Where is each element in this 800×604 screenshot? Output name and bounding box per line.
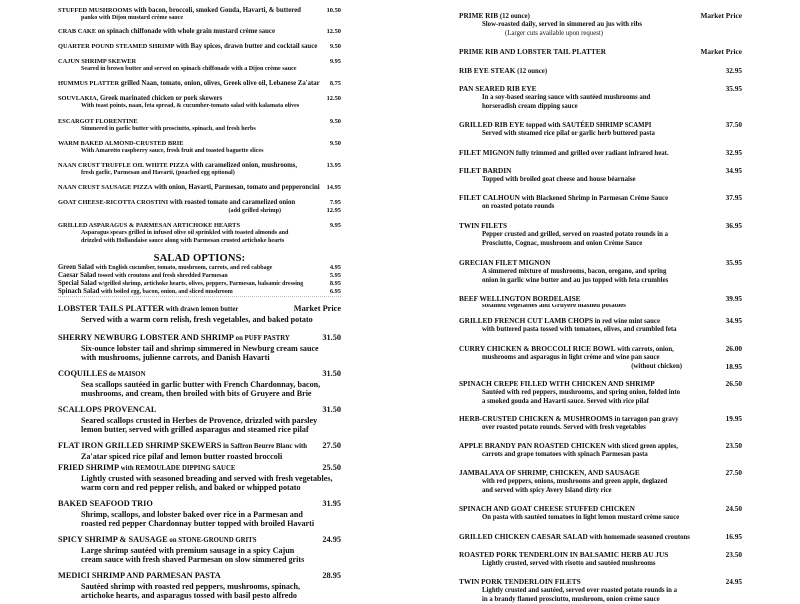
item-price: 16.95 (725, 532, 742, 541)
item-name: FLAT IRON GRILLED SHRIMP SKEWERS (58, 441, 222, 450)
item-name: BAKED SEAFOOD TRIO (58, 499, 153, 508)
item-description: mushrooms, and cream, then broiled with bits of Gruyere and Brie (81, 389, 312, 399)
item-price: 12.50 (326, 28, 341, 35)
item-price: 35.95 (725, 84, 742, 93)
item-name: GRILLED FRENCH CUT LAMB CHOPS (459, 316, 594, 325)
item-name: FRIED SHRIMP (58, 463, 120, 472)
menu-item (459, 414, 742, 433)
item-price: 14.95 (326, 184, 341, 191)
menu-item (459, 468, 742, 495)
item-detail: with drawn lemon butter (164, 306, 239, 313)
item-price: 31.95 (322, 499, 341, 508)
item-addon (459, 363, 742, 372)
item-description: Sautéed shrimp with roasted red peppers, mushrooms, spinach, (81, 582, 301, 591)
item-detail: with Blackened Shrimp in Parmesan Crème Sauce (519, 195, 669, 202)
item-description: steamed vegetables and Gruyere mashed potatoes (482, 304, 626, 309)
menu-item (459, 148, 742, 158)
menu-item (459, 66, 742, 76)
item-name: GOAT CHEESE-RICOTTA CROSTINI (58, 199, 169, 206)
item-name: FILET BARDIN (459, 166, 512, 175)
item-detail: Greek marinated chicken or pork skewers (98, 95, 223, 102)
item-price: 31.50 (322, 333, 341, 342)
item-description: warm corn and red pepper relish, and baked or whipped potato (81, 483, 301, 493)
menu-item (58, 28, 341, 36)
item-description: Shrimp, scallops, and lobster baked over rice in a Parmesan and (81, 510, 303, 519)
item-description: horseradish cream dipping sauce (482, 102, 578, 110)
item-description: a smoked gouda and Havarti sauce. Served with rice pilaf (482, 397, 649, 405)
menu-item (58, 304, 341, 324)
item-price: 12.50 (326, 95, 341, 102)
item-price: 26.50 (725, 379, 742, 388)
item-name: SHERRY NEWBURG LOBSTER AND SHRIMP (58, 333, 234, 342)
menu-item (459, 344, 742, 372)
item-price: 19.95 (725, 414, 742, 423)
item-price: 24.95 (322, 535, 341, 544)
menu-item (58, 571, 341, 600)
item-detail: grilled Naan, tomato, onion, olives, Greek olive oil, Lebanese Za'atar (119, 80, 320, 87)
item-description: A simmered mixture of mushrooms, bacon, oregano, and spring (482, 268, 667, 275)
item-description: carrots and grape tomatoes with spinach Parmesan pasta (482, 451, 648, 458)
item-detail: fully trimmed and grilled over radiant infrared heat. (514, 150, 669, 157)
item-name: APPLE BRANDY PAN ROASTED CHICKEN (459, 441, 606, 450)
menu-item (58, 162, 341, 178)
menu-item (58, 463, 341, 492)
menu-item (58, 184, 341, 192)
item-name: GRILLED ASPARAGUS & PARMESAN ARTICHOKE HEARTS (58, 222, 241, 229)
item-price: 26.00 (725, 344, 742, 353)
item-detail: on spinach chiffonade with whole grain mustard crème sauce (96, 28, 275, 35)
item-name: HUMMUS PLATTER (58, 80, 120, 87)
menu-item (459, 120, 742, 139)
menu-item (459, 47, 742, 57)
item-description: On pasta with sautéed tomatoes in light lemon mustard crème sauce (482, 514, 680, 521)
menu-item (58, 118, 341, 134)
item-price: 39.95 (725, 294, 742, 303)
item-name: GRILLED RIB EYE (459, 120, 525, 129)
item-detail: with carrots, onion, (615, 346, 674, 353)
item-description: Seared in brown butter and served on spinach chiffonade with a Dijon crème sauce (81, 66, 297, 72)
item-detail: (12 ounce) (498, 13, 530, 20)
item-name: SPINACH AND GOAT CHEESE STUFFED CHICKEN (459, 504, 635, 513)
item-price: 31.50 (322, 369, 341, 378)
item-price: Market Price (700, 47, 742, 56)
item-price: Market Price (293, 304, 341, 313)
menu-item (58, 441, 341, 461)
item-name: STUFFED MUSHROOMS (58, 7, 133, 14)
item-price: 9.50 (329, 118, 341, 125)
item-description: Simmered in garlic butter with prosciutto, spinach, and fresh herbs (81, 126, 256, 132)
menu-item (58, 43, 341, 51)
item-description: With toast points, naan, feta spread, & cucumber-tomato salad with kalamata olives (81, 103, 300, 109)
item-name: FILET CALHOUN (459, 193, 520, 202)
addon-price: 18.95 (725, 361, 742, 371)
menu-item (58, 405, 341, 434)
menu-item (58, 7, 341, 23)
menu-item (459, 532, 742, 542)
item-description: Served with a warm corn relish, fresh vegetables, and baked potato (81, 315, 313, 324)
item-name: HERB-CRUSTED CHICKEN & MUSHROOMS (459, 414, 613, 423)
item-description: with buttered pasta tossed with tomatoes, olives, and crumbled feta (482, 326, 677, 333)
item-detail: with caramelized onion, mushrooms, (188, 162, 298, 169)
item-description: Lightly crusted with seasoned breading and served with fresh vegetables, (81, 474, 333, 483)
item-name: CAJUN SHRIMP SKEWER (58, 58, 137, 65)
menu-item (459, 504, 742, 523)
item-name: NAAN CRUST TRUFFLE OIL WHITE PIZZA (58, 162, 189, 169)
addon-label: (without chicken) (631, 362, 682, 370)
salad-desc: tossed with croutons and fresh shredded Parmesan (96, 273, 228, 279)
item-name: CRAB CAKE (58, 28, 97, 35)
item-description: on roasted potato rounds (482, 203, 555, 210)
item-detail: de MAISON (107, 371, 146, 378)
item-detail: topped with SAUTÉED SHRIMP SCAMPI (524, 122, 652, 129)
item-name: GRILLED CHICKEN CAESAR SALAD (459, 532, 588, 541)
item-description: Pepper crusted and grilled, served on roasted potato rounds in a (482, 231, 668, 238)
menu-item (58, 499, 341, 528)
menu-item (459, 11, 742, 38)
menu-item (58, 535, 341, 564)
item-price: 27.50 (322, 441, 341, 450)
item-description: with mushrooms, julienne carrots, and Danish Havarti (81, 353, 270, 363)
item-price: 24.50 (725, 504, 742, 513)
menu-item (459, 550, 742, 569)
menu-item (58, 80, 341, 88)
salad-item (58, 264, 341, 272)
salad-price: 8.95 (329, 280, 341, 287)
salad-name: Spinach Salad (58, 288, 100, 295)
menu-item (459, 379, 742, 406)
item-description: Prosciutto, Cognac, mushroom and onion Crème Sauce (482, 239, 643, 247)
item-description: Served with steamed rice pilaf or garlic herb buttered pasta (482, 130, 655, 137)
item-name: LOBSTER TAILS PLATTER (58, 304, 165, 313)
item-description: fresh garlic, Parmesan and Havarti, (poached egg optional) (81, 170, 235, 176)
item-detail: with onion, Havarti, Parmesan, tomato and pepperoncini (152, 184, 320, 191)
item-price: 28.95 (322, 571, 341, 580)
item-detail: on PUFF PASTRY (233, 335, 290, 342)
item-price: 9.50 (329, 43, 341, 50)
item-detail: with roasted tomato and caramelized onion (168, 199, 296, 206)
item-name: QUARTER POUND STEAMED SHRIMP (58, 43, 175, 50)
item-price: 37.50 (725, 120, 742, 129)
item-note: (Larger cuts available upon request) (505, 29, 604, 37)
menu-item (459, 294, 742, 309)
item-name: RIB EYE STEAK (459, 66, 516, 75)
item-description: with red peppers, onions, mushrooms and green apple, deglazed (482, 478, 668, 485)
item-name: CURRY CHICKEN & BROCCOLI RICE BOWL (459, 344, 616, 353)
menu-item (459, 84, 742, 111)
item-description: onion in garlic wine butter and au jus topped with feta crumbles (482, 276, 669, 284)
item-price: 32.95 (725, 148, 742, 157)
item-description: Topped with broiled goat cheese and house béarnaise (482, 176, 636, 183)
item-name: SOUVLAKIA, (58, 95, 99, 102)
item-price: 9.95 (329, 222, 341, 229)
item-name: ESCARGOT FLORENTINE (58, 118, 138, 125)
salad-list (58, 264, 341, 300)
salad-price: 5.95 (329, 272, 341, 279)
item-description: Lightly crusted and sautéed, served over roasted potato rounds in a (482, 587, 678, 594)
item-price: 9.95 (329, 58, 341, 65)
item-description: panko with Dijon mustard crème sauce (81, 15, 184, 21)
menu-item (459, 441, 742, 460)
item-detail: with REMOULADE DIPPING SAUCE (119, 465, 236, 472)
item-detail: with homemade seasoned croutons (587, 534, 690, 541)
item-price: 25.50 (322, 463, 341, 472)
item-name: SPICY SHRIMP & SAUSAGE (58, 535, 168, 544)
salad-item (58, 288, 341, 296)
item-name: JAMBALAYA OF SHRIMP, CHICKEN, AND SAUSAGE (459, 468, 640, 477)
item-name: GRECIAN FILET MIGNON (459, 258, 551, 267)
item-price: 8.75 (329, 80, 341, 87)
menu-item (58, 58, 341, 74)
menu-item (58, 369, 341, 398)
item-detail: in red wine mint sauce (593, 318, 660, 325)
item-name: PRIME RIB (459, 11, 499, 20)
addon-label: (add grilled shrimp) (228, 208, 281, 214)
item-name: PRIME RIB AND LOBSTER TAIL PLATTER (459, 47, 606, 56)
item-detail: in tarragon pan gravy (612, 416, 679, 423)
menu-item (459, 258, 742, 285)
item-price: Market Price (700, 11, 742, 20)
item-price: 13.95 (326, 162, 341, 169)
item-name: TWIN FILETS (459, 221, 508, 230)
item-name: WARM BAKED ALMOND-CRUSTED BRIE (58, 140, 184, 147)
item-description: and served with spicy Avery Island dirty rice (482, 486, 612, 494)
item-price: 27.50 (725, 468, 742, 477)
item-price: 35.95 (725, 258, 742, 267)
item-price: 37.95 (725, 193, 742, 202)
item-description: artichoke hearts, and asparagus tossed with basil pesto alfredo (81, 591, 297, 601)
menu-item (459, 221, 742, 248)
item-detail: with Bay spices, drawn butter and cocktail sauce (174, 43, 318, 50)
item-description: Six-ounce lobster tail and shrimp simmered in Newburg cream sauce (81, 344, 319, 353)
salad-price: 4.95 (329, 264, 341, 271)
salad-desc: w/grilled shrimp, artichoke hearts, olives, peppers, Parmesan, balsamic dressing (96, 281, 304, 287)
item-description: roasted red pepper Chardonnay butter topped with broiled Havarti (81, 519, 315, 529)
item-price: 34.95 (725, 166, 742, 175)
item-price: 23.50 (725, 550, 742, 559)
item-description: Asparagus spears grilled in infused olive oil sprinkled with toasted almonds and (81, 230, 289, 236)
item-name: MEDICI SHRIMP AND PARMESAN PASTA (58, 571, 221, 580)
item-description: Large shrimp sautéed with premium sausage in a spicy Cajun (81, 546, 295, 555)
item-price: 10.50 (326, 7, 341, 14)
salad-name: Special Salad (58, 280, 97, 287)
item-detail: with sliced green apples, (605, 443, 678, 450)
item-description: over roasted potato rounds. Served with fresh vegetables (482, 424, 646, 431)
item-name: COQUILLES (58, 369, 108, 378)
menu-item (58, 95, 341, 111)
salad-desc: with English cucumber, tomato, mushroom, carrots, and red cabbage (93, 265, 273, 271)
item-description: cream sauce with fresh shaved Parmesan on slow simmered grits (81, 555, 305, 565)
menu-item (459, 316, 742, 335)
item-name: TWIN PORK TENDERLOIN FILETS (459, 577, 581, 586)
item-description: in a brandy flamed prosciutto, mushroom, onion crème sauce (482, 595, 660, 603)
salad-name: Green Salad (58, 264, 94, 271)
salad-name: Caesar Salad (58, 272, 97, 279)
menu-item (58, 222, 341, 245)
item-price: 31.50 (322, 405, 341, 414)
salad-price: 6.95 (329, 288, 341, 295)
salad-section-header: SALAD OPTIONS: (153, 253, 246, 264)
item-price: 23.50 (725, 441, 742, 450)
item-description: Sautéed with red peppers, mushrooms, and spring onion, folded into (482, 389, 681, 396)
item-description: Sea scallops sautéed in garlic butter with French Chardonnay, bacon, (81, 380, 321, 389)
item-description: Slow-roasted daily, served in simmered au jus with ribs (482, 21, 643, 28)
item-detail: on STONE-GROUND GRITS (167, 537, 257, 544)
menu-item (459, 193, 742, 212)
salad-item (58, 280, 341, 288)
item-description: Seared scallops crusted in Herbes de Provence, drizzled with parsley (81, 416, 318, 425)
item-name: SPINACH CREPE FILLED WITH CHICKEN AND SHRIMP (459, 379, 655, 388)
item-name: PAN SEARED RIB EYE (459, 84, 537, 93)
item-price: 34.95 (725, 316, 742, 325)
item-price: 32.95 (725, 66, 742, 75)
item-description: Za'atar spiced rice pilaf and lemon butter roasted broccoli (81, 452, 283, 461)
truncated-salad-row (58, 296, 341, 300)
menu-item (58, 333, 341, 362)
menu-item (58, 140, 341, 156)
item-name: BEEF WELLINGTON BORDELAISE (459, 294, 581, 303)
item-description: With Amaretto raspberry sauce, fresh fruit and toasted baguette slices (81, 148, 264, 154)
item-name: NAAN CRUST SAUSAGE PIZZA (58, 184, 153, 191)
item-description: drizzled with Hollandaise sauce along with Parmesan crusted artichoke hearts (81, 237, 285, 244)
salad-desc: with boiled egg, bacon, onion, and sliced mushroom (99, 289, 233, 295)
item-addon (58, 207, 341, 216)
item-name: ROASTED PORK TENDERLOIN IN BALSAMIC HERB AU JUS (459, 550, 669, 559)
item-name: SCALLOPS PROVENCAL (58, 405, 157, 414)
addon-price: 12.95 (326, 207, 341, 214)
salad-item (58, 272, 341, 280)
item-description: Lightly crusted, served with risotto and sautéed mushrooms (482, 560, 656, 567)
item-price: 24.95 (725, 577, 742, 586)
item-detail: with bacon, broccoli, smoked Gouda, Havarti, & buttered (132, 7, 301, 14)
item-price: 36.95 (725, 221, 742, 230)
item-description: In a soy-based searing sauce with sautéed mushrooms and (482, 94, 651, 101)
menu-item (58, 199, 341, 216)
item-price: 9.50 (329, 140, 341, 147)
item-price: 7.95 (329, 199, 341, 206)
item-detail: in Saffron Beurre Blanc with (221, 443, 308, 450)
item-description: mushrooms and asparagus in light crème and wine pan sauce (482, 354, 660, 361)
item-name: FILET MIGNON (459, 148, 515, 157)
item-description: lemon butter, served with grilled asparagus and steamed rice pilaf (81, 425, 309, 435)
item-detail: (12 ounce) (515, 68, 548, 75)
menu-item (459, 166, 742, 185)
